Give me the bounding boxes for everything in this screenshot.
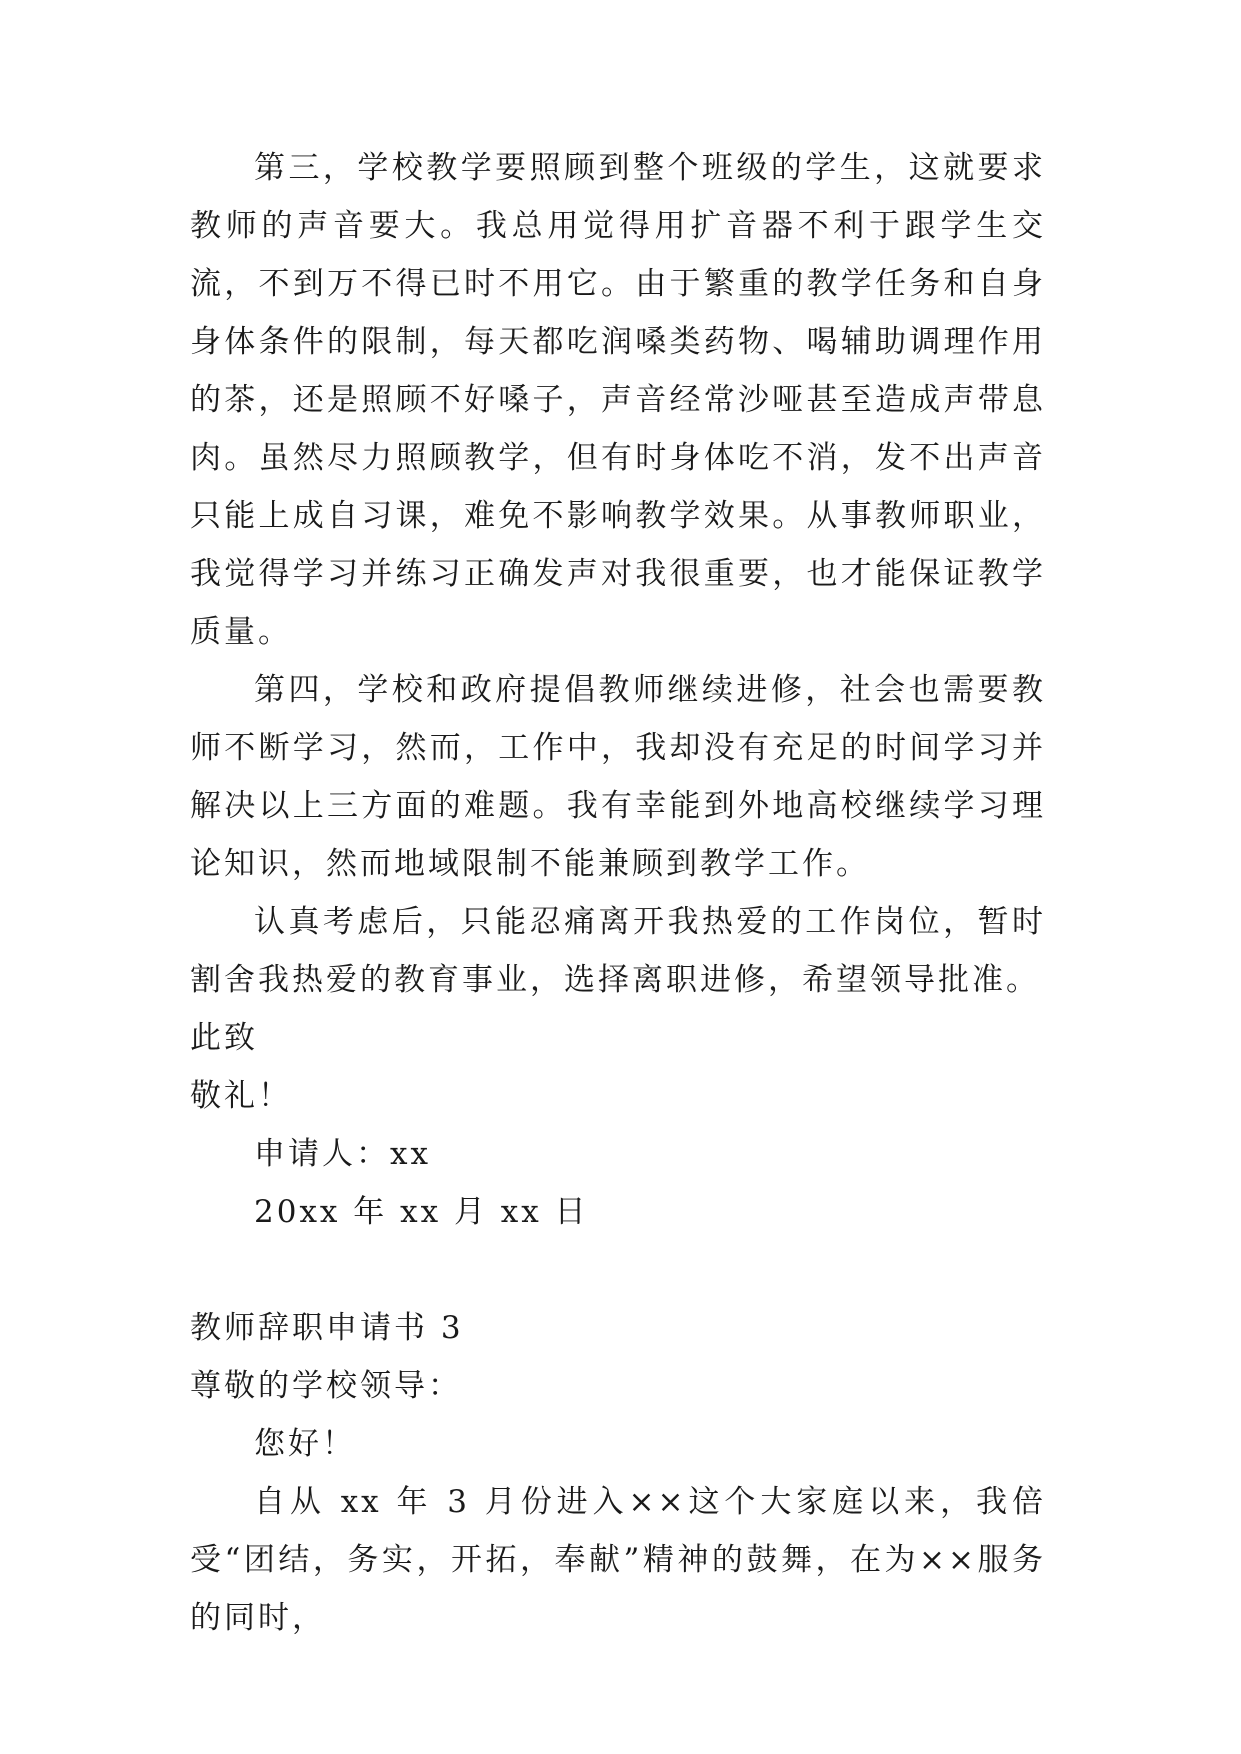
applicant-signature: 申请人：xx — [254, 1136, 431, 1172]
closing-line-1: 此致 — [190, 1020, 258, 1056]
signature-date: 20xx 年 xx 月 xx 日 — [254, 1194, 589, 1230]
document-body — [190, 139, 1046, 1647]
paragraph-conclusion: 认真考虑后，只能忍痛离开我热爱的工作岗位，暂时割舍我热爱的教育事业，选择离职进修，希望领导批准。 — [190, 904, 1046, 998]
greeting: 您好！ — [254, 1426, 356, 1462]
paragraph-third-point: 第三，学校教学要照顾到整个班级的学生，这就要求教师的声音要大。我总用觉得用扩音器不利于跟学生交流，不到万不得已时不用它。由于繁重的教学任务和自身身体条件的限制，每天都吃润嗓类药物、喝辅助调理作用的茶，还是照顾不好嗓子，声音经常沙哑甚至造成声带息肉。虽然尽力照顾教学，但有时身体吃不消，发不出声音只能上成自习课，难免不影响教学效果。从事教师职业，我觉得学习并练习正确发声对我很重要，也才能保证教学质量。 — [190, 150, 1046, 650]
salutation: 尊敬的学校领导： — [190, 1368, 462, 1404]
paragraph-opening: 自从 xx 年 3 月份进入××这个大家庭以来，我倍受“团结，务实，开拓，奉献”精神的鼓舞，在为××服务的同时， — [190, 1484, 1046, 1636]
letter-title: 教师辞职申请书 3 — [190, 1310, 464, 1346]
paragraph-fourth-point: 第四，学校和政府提倡教师继续进修，社会也需要教师不断学习，然而，工作中，我却没有充足的时间学习并解决以上三方面的难题。我有幸能到外地高校继续学习理论知识，然而地域限制不能兼顾到教学工作。 — [190, 672, 1046, 882]
closing-line-2: 敬礼！ — [190, 1078, 292, 1114]
section-gap — [190, 1241, 1046, 1299]
